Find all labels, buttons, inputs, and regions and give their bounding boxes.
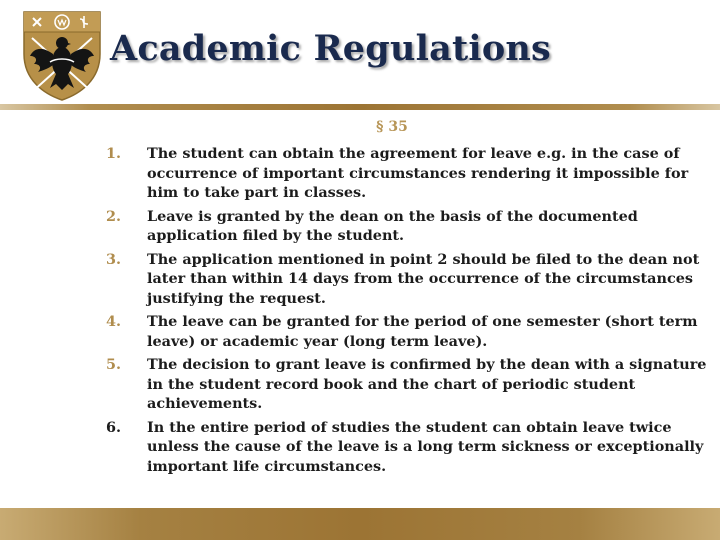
item-number: 4.	[106, 313, 122, 330]
list-item	[106, 207, 720, 246]
item-text: The decision to grant leave is confirmed by the dean with a signature in the student record book and the chart of periodic student achievements.	[147, 356, 707, 412]
header-divider	[0, 104, 720, 110]
footer-band	[0, 508, 720, 540]
list-item	[106, 418, 720, 477]
regulations-list	[106, 144, 720, 480]
item-number: 3.	[106, 250, 122, 268]
list-item	[106, 250, 720, 309]
item-text: Leave is granted by the dean on the basis of the documented application filed by the student.	[147, 207, 638, 244]
item-text: The application mentioned in point 2 should be filed to the dean not later than within 14 days from the occurrence of the circumstances justifying the request.	[147, 250, 700, 307]
item-number: 6.	[106, 418, 122, 436]
item-number: 1.	[106, 145, 122, 162]
item-number: 5.	[106, 356, 122, 373]
page-title: Academic Regulations	[110, 28, 551, 69]
university-crest-icon	[20, 8, 104, 102]
list-item	[106, 355, 720, 414]
item-text: In the entire period of studies the student can obtain leave twice unless the cause of the leave is a long term sickness or exceptionally important life circumstances.	[147, 418, 704, 475]
list-item	[106, 144, 720, 203]
list-item	[106, 312, 720, 351]
item-text: The leave can be granted for the period of one semester (short term leave) or academic year (long term leave).	[147, 313, 698, 350]
item-text: The student can obtain the agreement for leave e.g. in the case of occurrence of important circumstances rendering it impossible for him to take part in classes.	[147, 145, 689, 201]
section-label: § 35	[376, 119, 408, 135]
item-number: 2.	[106, 207, 122, 225]
